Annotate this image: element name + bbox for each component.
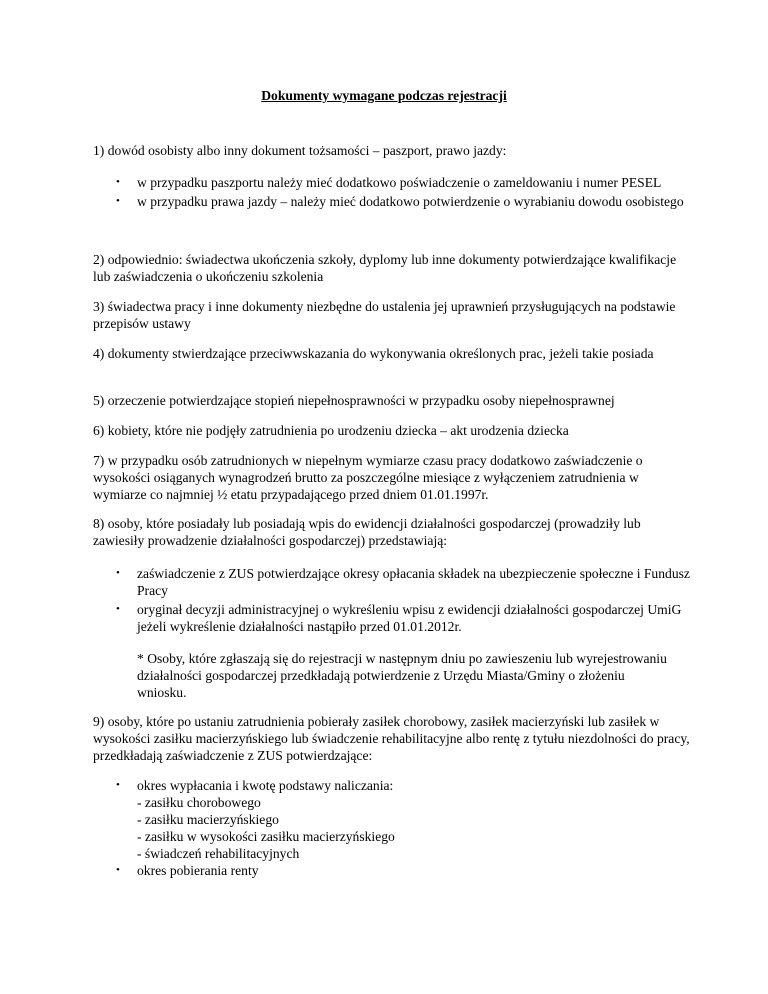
list-item-text: okres pobierania renty (137, 863, 259, 878)
bullet-icon: • (116, 779, 120, 791)
list-item-text: zaświadczenie z ZUS potwierdzające okresy opłacania składek na ubezpieczenie społeczne i Fundusz Pracy (137, 566, 690, 598)
item-1: 1) dowód osobisty albo inny dokument tożsamości – paszport, prawo jazdy: (93, 143, 507, 158)
item-3: 3) świadectwa pracy i inne dokumenty niezbędne do ustalenia jej uprawnień przysługujących na podstawie przepisów ustawy (93, 299, 676, 331)
list-item-text: okres wypłacania i kwotę podstawy naliczania: (137, 778, 394, 793)
list-item (93, 174, 693, 191)
item-8: 8) osoby, które posiadały lub posiadają wpis do ewidencji działalności gospodarczej (prowadziły lub zawiesiły prowadzenie działalności gospodarczej) przedstawiają: (93, 516, 641, 548)
item-8-note: * Osoby, które zgłaszają się do rejestracji w następnym dniu po zawieszeniu lub wyrejestrowaniu działalności gospodarczej przedkładają potwierdzenie z Urzędu Miasta/Gminy o złożeniu wniosku. (137, 651, 667, 700)
item-4: 4) dokumenty stwierdzające przeciwwskazania do wykonywania określonych prac, jeżeli takie posiada (93, 346, 654, 361)
list-item (93, 193, 693, 210)
list-item (93, 862, 693, 879)
item-8-bullets (93, 565, 693, 635)
item-5: 5) orzeczenie potwierdzające stopień niepełnosprawności w przypadku osoby niepełnosprawnej (93, 393, 615, 408)
item-2: 2) odpowiednio: świadectwa ukończenia szkoły, dyplomy lub inne dokumenty potwierdzające kwalifikacje lub zaświadczenia o ukończeniu szkolenia (93, 252, 677, 284)
list-item (93, 565, 693, 599)
sub-item: - zasiłku macierzyńskiego (137, 812, 279, 827)
sub-item: - zasiłku chorobowego (137, 795, 261, 810)
list-item-text: oryginał decyzji administracyjnej o wykreśleniu wpisu z ewidencji działalności gospodarczej UmiG jeżeli wykreślenie działalności nastąpiło przed 01.01.2012r. (137, 602, 682, 634)
bullet-icon: • (116, 176, 120, 188)
sub-item: - zasiłku w wysokości zasiłku macierzyńskiego (137, 829, 395, 844)
sub-item: - świadczeń rehabilitacyjnych (137, 846, 300, 861)
item-1-bullets (93, 174, 693, 210)
bullet-icon: • (116, 567, 120, 579)
bullet-icon: • (116, 864, 120, 876)
list-item-text: w przypadku paszportu należy mieć dodatkowo poświadczenie o zameldowaniu i numer PESEL (137, 175, 662, 190)
item-9-bullets (93, 777, 693, 879)
item-7: 7) w przypadku osób zatrudnionych w niepełnym wymiarze czasu pracy dodatkowo zaświadczenie o wysokości osiąganych wynagrodzeń brutto za poszczególne miesiące z wyłączeniem zatrudnienia w wymiarze co najmniej ½ etatu przypadającego przed dniem 01.01.1997r. (93, 453, 643, 502)
list-item-text: w przypadku prawa jazdy – należy mieć dodatkowo potwierdzenie o wyrabianiu dowodu osobistego (137, 194, 684, 209)
list-item (93, 601, 693, 635)
bullet-icon: • (116, 603, 120, 615)
item-9: 9) osoby, które po ustaniu zatrudnienia pobierały zasiłek chorobowy, zasiłek macierzyński lub zasiłek w wysokości zasiłku macierzyńskiego lub świadczenie rehabilitacyjne albo rentę z tytułu niezdolności do pracy, przedkładają zaświadczenie z ZUS potwierdzające: (93, 714, 690, 763)
document-title: Dokumenty wymagane podczas rejestracji (261, 88, 507, 103)
bullet-icon: • (116, 195, 120, 207)
list-item (93, 777, 693, 862)
item-6: 6) kobiety, które nie podjęły zatrudnienia po urodzeniu dziecka – akt urodzenia dziecka (93, 423, 569, 438)
